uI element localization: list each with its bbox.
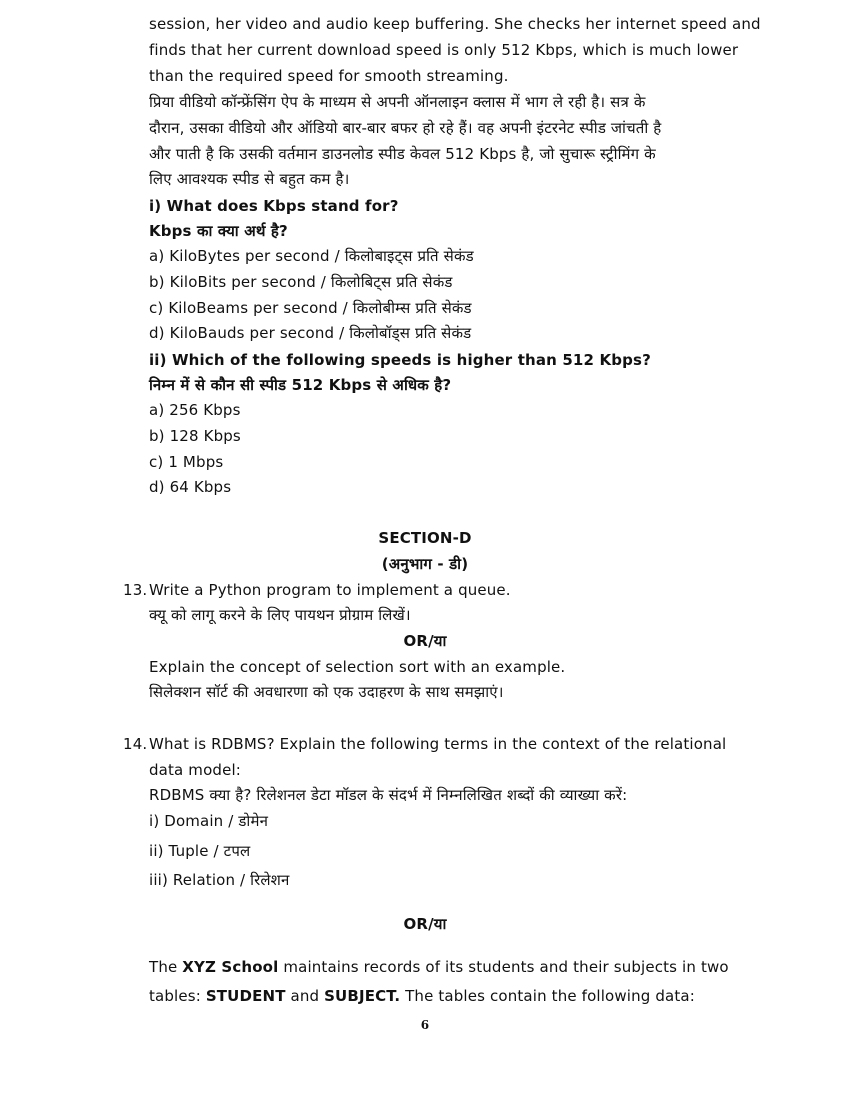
q1-option-d: d) KiloBauds per second / किलोबॉड्स प्रति सेकंड [149, 324, 472, 342]
q1-option-c: c) KiloBeams per second / किलोबीम्स प्रति सेकंड [149, 299, 472, 317]
q13-number: 13. [123, 581, 148, 599]
intro-en-line-1: session, her video and audio keep buffering. She checks her internet speed and [149, 15, 761, 33]
q1-question-en: i) What does Kbps stand for? [149, 197, 399, 215]
q14-question-en-line-2: data model: [149, 761, 241, 779]
section-title: SECTION-D [378, 529, 472, 547]
intro-en-line-2: finds that her current download speed is only 512 Kbps, which is much lower [149, 41, 739, 59]
q14-or-divider: OR/या [403, 915, 447, 933]
q2-option-c: c) 1 Mbps [149, 453, 224, 471]
intro-hi-line-3: और पाती है कि उसकी वर्तमान डाउनलोड स्पीड केवल 512 Kbps है, जो सुचारू स्ट्रीमिंग के [149, 145, 656, 163]
section-subtitle: (अनुभाग - डी) [381, 555, 469, 573]
q14-alt-text: and [285, 987, 325, 1005]
q14-alt-text: The tables contain the following data: [400, 987, 695, 1005]
page-number: 6 [420, 1018, 430, 1032]
q2-question-en: ii) Which of the following speeds is higher than 512 Kbps? [149, 351, 651, 369]
q13-alt-question-hi: सिलेक्शन सॉर्ट की अवधारणा को एक उदाहरण के साथ समझाएं। [149, 683, 504, 701]
intro-hi-line-2: दौरान, उसका वीडियो और ऑडियो बार-बार बफर हो रहे हैं। वह अपनी इंटरनेट स्पीड जांचती है [149, 119, 662, 137]
q13-alt-question-en: Explain the concept of selection sort with an example. [149, 658, 566, 676]
q1-question-hi: Kbps का क्या अर्थ है? [149, 222, 288, 240]
intro-en-line-3: than the required speed for smooth streaming. [149, 67, 509, 85]
q14-alt-text: tables: [149, 987, 206, 1005]
intro-hi-line-1: प्रिया वीडियो कॉन्फ्रेंसिंग ऐप के माध्यम से अपनी ऑनलाइन क्लास में भाग ले रही है। सत्र के [149, 93, 646, 111]
q2-option-b: b) 128 Kbps [149, 427, 241, 445]
q13-or-divider: OR/या [403, 632, 447, 650]
q1-option-b: b) KiloBits per second / किलोबिट्स प्रति सेकंड [149, 273, 453, 291]
subject-table-name: SUBJECT. [324, 987, 401, 1005]
q14-alt-paragraph-line-1 [149, 954, 729, 980]
q13-question-hi: क्यू को लागू करने के लिए पायथन प्रोग्राम लिखें। [149, 606, 411, 624]
q14-term-domain: i) Domain / डोमेन [149, 812, 269, 830]
q14-term-relation: iii) Relation / रिलेशन [149, 871, 290, 889]
q13-question-en: Write a Python program to implement a queue. [149, 581, 511, 599]
q14-term-tuple: ii) Tuple / टपल [149, 842, 251, 860]
q14-alt-text: maintains records of its students and their subjects in two [278, 958, 729, 976]
student-table-name: STUDENT [205, 987, 286, 1005]
q1-option-a: a) KiloBytes per second / किलोबाइट्स प्रति सेकंड [149, 247, 474, 265]
q14-number: 14. [123, 735, 148, 753]
q14-question-en-line-1: What is RDBMS? Explain the following terms in the context of the relational [149, 735, 727, 753]
intro-hi-line-4: लिए आवश्यक स्पीड से बहुत कम है। [149, 170, 350, 188]
q2-question-hi: निम्न में से कौन सी स्पीड 512 Kbps से अधिक है? [149, 376, 452, 394]
school-name: XYZ School [182, 958, 279, 976]
q2-option-d: d) 64 Kbps [149, 478, 232, 496]
q2-option-a: a) 256 Kbps [149, 401, 241, 419]
q14-question-hi: RDBMS क्या है? रिलेशनल डेटा मॉडल के संदर्भ में निम्नलिखित शब्दों की व्याख्या करें: [149, 786, 628, 804]
q14-alt-text: The [149, 958, 183, 976]
q14-alt-paragraph-line-2 [149, 983, 695, 1009]
